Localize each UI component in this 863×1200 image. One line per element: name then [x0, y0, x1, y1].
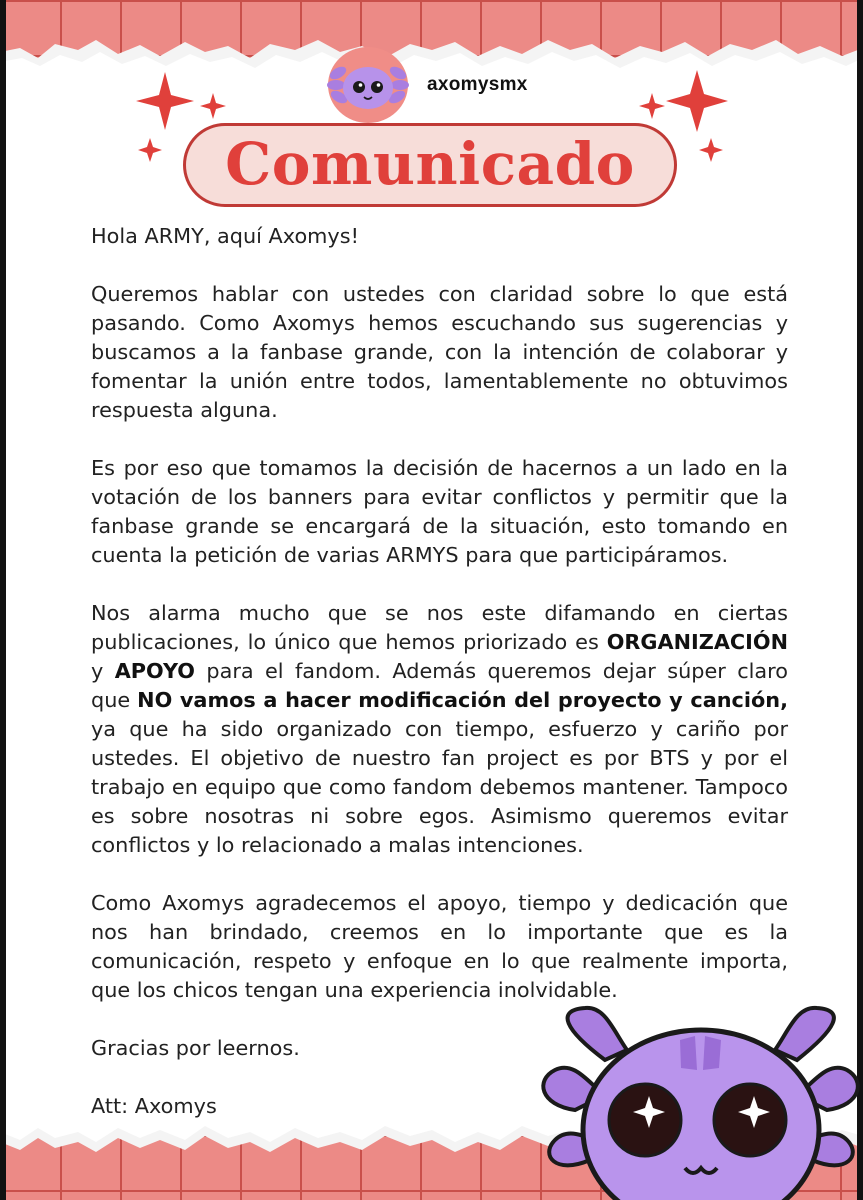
axolotl-mascot-icon [535, 1000, 863, 1200]
paragraph-2: Es por eso que tomamos la decisión de hacernos a un lado en la votación de los banners para evitar conflictos y permitir que la fanbase grande se encargará de la situación, esto tomando en cuenta la petición de varias ARMYS para que participáramos. [91, 456, 788, 567]
paragraph-3-text-2: y [91, 659, 115, 683]
paragraph-4: Como Axomys agradecemos el apoyo, tiempo y dedicación que nos han brindado, creemos en lo importante que es la comunicación, respeto y enfoque en lo que realmente importa, que los chicos tengan una experiencia inolvidable. [91, 891, 788, 1002]
emphasis-no-modificacion: NO vamos a hacer modificación del proyecto y canción, [137, 688, 788, 712]
greeting: Hola ARMY, aquí Axomys! [91, 224, 359, 248]
emphasis-organizacion: ORGANIZACIÓN [606, 630, 788, 654]
paragraph-3-text-4: ya que ha sido organizado con tiempo, esfuerzo y cariño por ustedes. El objetivo de nuestro fan project es por BTS y por el trabajo en equipo que como fandom debemos mantener. Tampoco es sobre nosotras ni sobre egos. Asimismo queremos evitar conflictos y lo relacionado a malas intenciones. [91, 717, 788, 857]
paragraph-1: Queremos hablar con ustedes con claridad sobre lo que está pasando. Como Axomys hemos escuchando sus sugerencias y buscamos a la fanbase grande, con la intención de colaborar y fomentar la unión entre todos, lamentablemente no obtuvimos respuesta alguna. [91, 282, 788, 422]
sparkle-icon [200, 93, 226, 119]
paragraph-3-text-3: para el fandom. Además queremos dejar súper claro que [91, 659, 788, 712]
sparkle-icon [699, 138, 723, 162]
closing-line: Gracias por leernos. [91, 1036, 300, 1060]
axolotl-avatar-icon [326, 45, 410, 123]
page-title: Comunicado [225, 130, 635, 198]
frame-left-edge [0, 0, 6, 1200]
account-handle: axomysmx [427, 74, 528, 95]
signature: Att: Axomys [91, 1094, 217, 1118]
paragraph-3 [91, 599, 788, 860]
sparkle-icon [138, 138, 162, 162]
sparkle-icon [639, 93, 665, 119]
paragraph-3-text-1: Nos alarma mucho que se nos este difamando en ciertas publicaciones, lo único que hemos priorizado es [91, 601, 788, 654]
emphasis-apoyo: APOYO [114, 659, 195, 683]
